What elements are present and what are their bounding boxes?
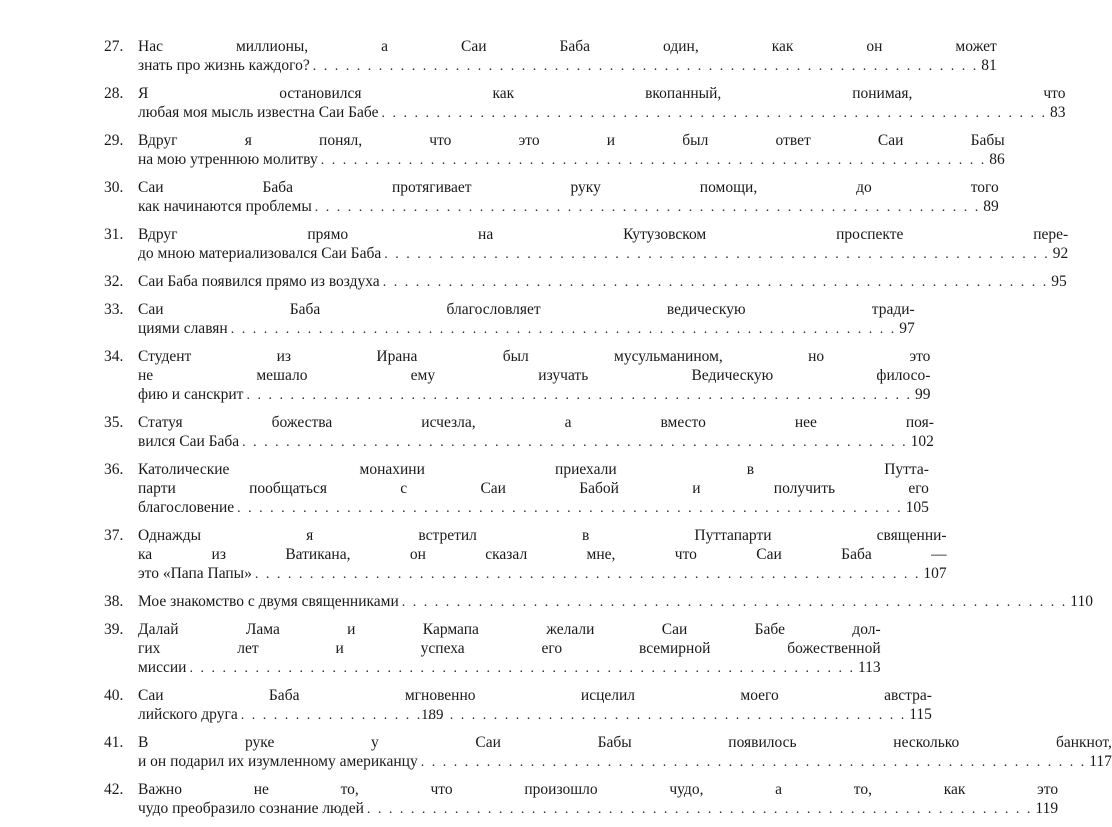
entry-page-number[interactable]: 117: [1089, 753, 1112, 770]
entry-title-line: Нас миллионы, а Саи Баба один, как он может: [138, 38, 997, 55]
entry-page-number[interactable]: 119: [1035, 800, 1059, 817]
toc-entry[interactable]: [104, 300, 915, 339]
entry-text: [138, 272, 1067, 292]
entry-title-last-line: [138, 752, 1112, 772]
entry-title-last-line: [138, 319, 915, 339]
entry-title-line: Вдруг прямо на Кутузовском проспекте пере-: [138, 226, 1069, 243]
entry-number: 38.: [104, 593, 124, 610]
entry-page-number[interactable]: 113: [857, 659, 881, 676]
entry-title-last-line: [138, 799, 1058, 819]
entry-title-last-line: [138, 658, 881, 678]
toc-entry[interactable]: [104, 131, 1005, 170]
dot-leader: [421, 753, 1087, 772]
toc-entry[interactable]: [104, 780, 1059, 819]
toc-entry[interactable]: [104, 178, 999, 217]
entry-number: 37.: [104, 527, 124, 544]
entry-title-line: Саи Баба благословляет ведическую тради-: [138, 301, 915, 318]
entry-page-number[interactable]: 102: [910, 433, 934, 450]
entry-number: 29.: [104, 132, 124, 149]
entry-text: [138, 37, 997, 76]
entry-page-number[interactable]: 115: [909, 706, 932, 723]
entry-title-line: Важно не то, что произошло чудо, а то, как это: [138, 781, 1059, 798]
dot-leader: [255, 565, 921, 584]
entry-title-tail: это «Папа Папы»: [138, 565, 252, 582]
entry-title-tail: лийского друга: [138, 706, 238, 723]
dot-leader: [384, 245, 1050, 264]
entry-text: [138, 592, 1093, 612]
entry-title-line: Я остановился как вкопанный, понимая, что: [138, 85, 1066, 102]
entry-title-line: Вдруг я понял, что это и был ответ Саи Бабы: [138, 132, 1005, 149]
entry-page-number[interactable]: 105: [905, 499, 929, 516]
dot-leader: [231, 320, 897, 339]
entry-text: [138, 686, 932, 725]
entry-title-last-line: [138, 705, 932, 725]
entry-title-tail: фию и санскрит: [138, 386, 244, 403]
entry-title-tail: циями славян: [138, 320, 228, 337]
dot-leader: [383, 273, 1049, 292]
entry-text: [138, 347, 930, 405]
toc-entry[interactable]: [104, 733, 1112, 772]
toc-entry[interactable]: [104, 37, 997, 76]
entry-title-line: Далай Лама и Кармапа желали Саи Бабе дол-: [138, 621, 881, 638]
entry-number: 40.: [104, 687, 124, 704]
entry-text: [138, 733, 1112, 772]
entry-title-last-line: [138, 197, 999, 217]
entry-page-number[interactable]: 97: [899, 320, 915, 337]
entry-text: [138, 413, 934, 452]
entry-title-last-line: [138, 432, 934, 452]
entry-text: [138, 178, 999, 217]
entry-number: 27.: [104, 38, 124, 55]
entry-title-last-line: [138, 385, 930, 405]
entry-text: [138, 526, 947, 584]
toc-entry[interactable]: [104, 592, 1093, 612]
entry-title-tail: и он подарил их изумленному американцу: [138, 753, 418, 770]
dot-leader: [189, 659, 855, 678]
entry-number: 34.: [104, 348, 124, 365]
entry-number: 33.: [104, 301, 124, 318]
entry-title-last-line: [138, 244, 1068, 264]
entry-number: 32.: [104, 273, 124, 290]
entry-number: 42.: [104, 781, 124, 798]
entry-text: [138, 300, 915, 339]
entry-title-tail: любая моя мысль известна Саи Бабе: [138, 104, 379, 121]
entry-number: 31.: [104, 226, 124, 243]
dot-leader: [367, 800, 1033, 819]
entry-page-number[interactable]: 107: [923, 565, 947, 582]
dot-leader: [315, 198, 981, 217]
entry-title-last-line: [138, 498, 929, 518]
dot-leader: [402, 593, 1068, 612]
entry-title-line: ка из Ватикана, он сказал мне, что Саи Баба —: [138, 546, 947, 563]
entry-title-last-line: [138, 56, 997, 76]
entry-text: [138, 84, 1065, 123]
dot-leader: [246, 386, 912, 405]
entry-title-last-line: [138, 592, 1093, 612]
entry-title-line: Саи Баба протягивает руку помощи, до того: [138, 179, 999, 196]
entry-page-number[interactable]: 86: [989, 151, 1005, 168]
entry-page-number[interactable]: 83: [1049, 104, 1066, 121]
entry-number: 35.: [104, 414, 124, 431]
entry-title-tail: чудо преобразило сознание людей: [138, 800, 364, 817]
dot-leader: [321, 151, 987, 170]
entry-page-number[interactable]: 81: [981, 57, 997, 74]
entry-title-tail: знать про жизнь каждого?: [138, 57, 310, 74]
entry-page-number[interactable]: 95: [1051, 273, 1067, 290]
entry-title-tail: вился Саи Баба: [138, 433, 240, 450]
entry-number: 39.: [104, 621, 124, 638]
entry-title-line: В руке у Саи Бабы появилось несколько банкнот,: [138, 734, 1112, 751]
entry-title-line: не мешало ему изучать Ведическую филосо-: [138, 367, 931, 384]
entry-title-last-line: [138, 272, 1067, 292]
toc-entry[interactable]: [104, 272, 1067, 292]
entry-title-line: Статуя божества исчезла, а вместо нее поя-: [138, 414, 934, 431]
entry-title-last-line: [138, 103, 1065, 123]
toc-entry[interactable]: [104, 460, 929, 518]
entry-number: 28.: [104, 85, 124, 102]
entry-text: [138, 620, 881, 678]
entry-title-line: Католические монахини приехали в Путта-: [138, 461, 929, 478]
entry-text: [138, 225, 1068, 264]
entry-page-number[interactable]: 99: [914, 386, 931, 403]
toc-entry[interactable]: [104, 413, 934, 452]
entry-number: 36.: [104, 461, 124, 478]
entry-title-tail: до мною материализовался Саи Баба: [138, 245, 382, 262]
entry-number: 41.: [104, 734, 124, 751]
toc-entry[interactable]: [104, 347, 931, 405]
entry-title-line: парти пообщаться с Саи Бабой и получить его: [138, 480, 929, 497]
toc-entry[interactable]: [104, 526, 947, 584]
entry-title-line: Саи Баба мгновенно исцелил моего австра-: [138, 687, 932, 704]
dot-leader: [313, 57, 979, 76]
entry-text: [138, 780, 1058, 819]
entry-page-number[interactable]: 92: [1052, 245, 1069, 262]
entry-page-number[interactable]: 89: [983, 198, 999, 215]
entry-text: [138, 131, 1005, 170]
entry-title-line: Студент из Ирана был мусульманином, но это: [138, 348, 931, 365]
entry-title-line: Однажды я встретил в Путтапарти священни-: [138, 527, 947, 544]
dot-leader: [381, 104, 1047, 123]
entry-title-tail: благословение: [138, 499, 235, 516]
entry-title-line: гих лет и успеха его всемирной божественной: [138, 640, 881, 657]
entry-text: [138, 460, 929, 518]
dot-leader: [242, 433, 908, 452]
entry-number: 30.: [104, 179, 124, 196]
toc-entry[interactable]: [104, 84, 1066, 123]
dot-leader: [241, 706, 907, 725]
entry-title-tail: Мое знакомство с двумя священниками: [138, 593, 399, 610]
toc-entry[interactable]: [104, 620, 881, 678]
entry-title-last-line: [138, 150, 1005, 170]
dot-leader: [237, 499, 903, 518]
entry-title-tail: Саи Баба появился прямо из воздуха: [138, 273, 380, 290]
entry-title-tail: миссии: [138, 659, 187, 676]
toc-entry[interactable]: [104, 225, 1069, 264]
entry-title-last-line: [138, 564, 947, 584]
page-number: 189: [421, 707, 444, 723]
entry-page-number[interactable]: 110: [1070, 593, 1093, 610]
entry-title-tail: как начинаются проблемы: [138, 198, 312, 215]
entry-title-tail: на мою утреннюю молитву: [138, 151, 318, 168]
